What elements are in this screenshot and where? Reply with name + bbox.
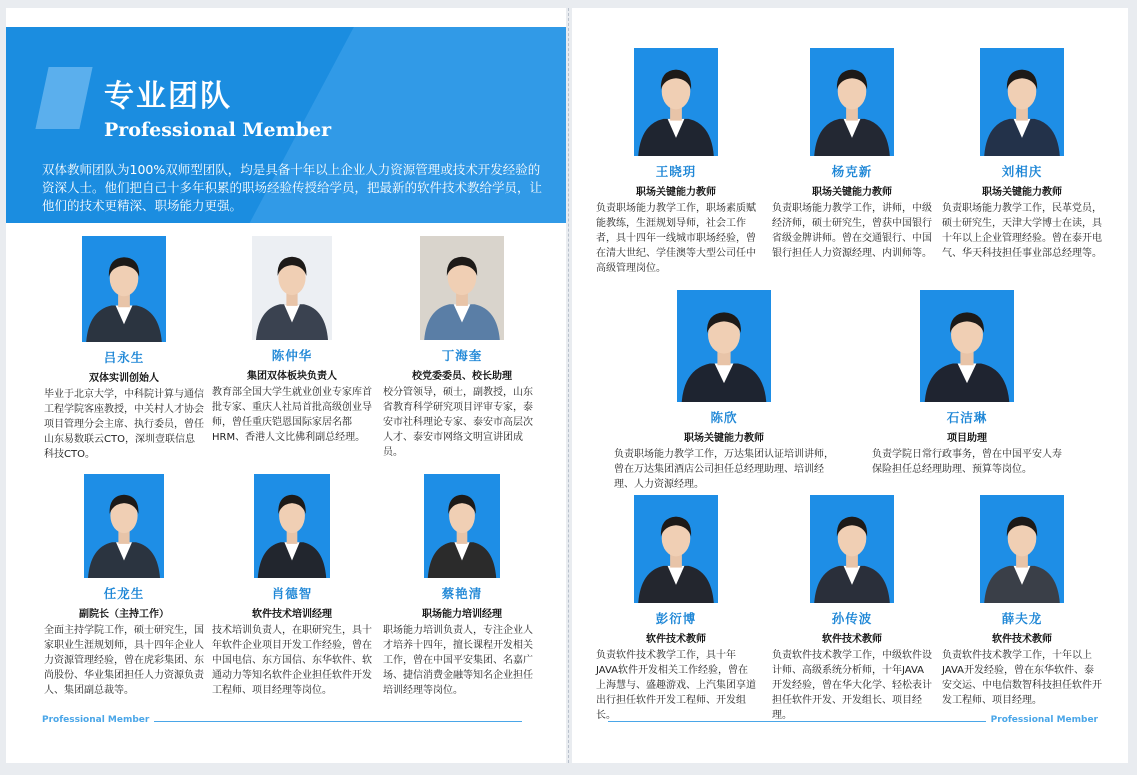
member-card [383, 236, 541, 460]
footer-label: Professional Member [990, 715, 1098, 725]
member-title: 项目助理 [947, 433, 987, 444]
member-name: 丁海奎 [441, 348, 483, 363]
member-card [44, 474, 204, 698]
member-description: 负责职场能力教学工作，万达集团认证培训讲师，曾在万达集团酒店公司担任总经理助理、培训经理、人力资源经理。 [614, 449, 834, 490]
member-title: 软件技术培训经理 [252, 609, 332, 620]
page-footer [42, 715, 522, 727]
team-description: 双体教师团队为100%双师型团队，均是具备十年以上企业人力资源管理或技术开发经验的资深人士。他们把自己十多年积累的职场经验传授给学员，把最新的软件技术教给学员，让他们的技术更精深、职场能力更强。 [42, 162, 543, 213]
member-photo [424, 474, 500, 578]
member-description: 负责学院日常行政事务，曾在中国平安人寿保险担任总经理助理、预算等岗位。 [872, 449, 1062, 475]
member-name: 杨克新 [831, 164, 873, 179]
member-card [596, 48, 756, 276]
left-page [6, 8, 566, 763]
page-title: 专业团队 [104, 79, 232, 114]
member-name: 陈欣 [710, 410, 738, 425]
member-title: 集团双体板块负责人 [247, 371, 337, 382]
member-photo [634, 495, 718, 603]
member-title: 职场能力培训经理 [422, 609, 502, 620]
member-name: 任龙生 [103, 586, 145, 601]
page-subtitle: Professional Member [104, 119, 332, 141]
member-title: 软件技术教师 [822, 634, 882, 645]
member-photo [84, 474, 164, 578]
member-description: 技术培训负责人，在职研究生，具十年软件企业项目开发工作经验，曾在中国电信、东方国信、东华软件、软通动力等知名软件企业担任软件开发工程师、项目经理等岗位。 [212, 625, 372, 696]
person-silhouette-icon [634, 495, 718, 603]
member-card [614, 290, 834, 492]
footer-line [154, 721, 522, 722]
member-description: 负责软件技术教学工作，中级软件设计师、高级系统分析师，十年JAVA开发经验，曾在华大化学、轻松表计担任软件开发、开发组长、项目经理。 [772, 650, 932, 721]
member-name: 石洁琳 [946, 410, 988, 425]
member-photo [810, 48, 894, 156]
member-name: 孙传波 [831, 611, 873, 626]
person-silhouette-icon [252, 236, 332, 340]
member-photo [252, 236, 332, 340]
person-silhouette-icon [677, 290, 771, 402]
member-title: 职场关键能力教师 [636, 187, 716, 198]
member-photo [82, 236, 166, 342]
member-name: 彭衍博 [655, 611, 697, 626]
member-description: 校分管领导，硕士，副教授，山东省教育科学研究项目评审专家，泰安市社科理论专家、泰安市高层次人才、泰安市网络文明宣讲团成员。 [383, 387, 533, 458]
member-photo [254, 474, 330, 578]
person-silhouette-icon [810, 48, 894, 156]
person-silhouette-icon [980, 48, 1064, 156]
footer-label: Professional Member [42, 715, 150, 725]
member-card [212, 236, 372, 445]
member-card [942, 495, 1102, 708]
member-description: 负责职场能力教学工作，讲师，中级经济师，硕士研究生，曾获中国银行省级金牌讲师。曾在交通银行、中国银行担任人力资源经理、内训师等。 [772, 203, 932, 259]
member-description: 毕业于北京大学，中科院计算与通信工程学院客座教授，中关村人才协会项目管理分会主席、执行委员，曾任山东易数联云CTO，深圳壹联信息科技CTO。 [44, 389, 204, 460]
member-name: 吕永生 [103, 350, 145, 365]
member-photo [810, 495, 894, 603]
member-photo [634, 48, 718, 156]
header-banner [6, 27, 566, 223]
person-silhouette-icon [920, 290, 1014, 402]
member-title: 职场关键能力教师 [982, 187, 1062, 198]
member-card [596, 495, 756, 723]
page-divider [568, 8, 569, 763]
member-photo [980, 495, 1064, 603]
member-card [942, 48, 1102, 261]
member-description: 职场能力培训负责人，专注企业人才培养十四年，擅长课程开发相关工作，曾在中国平安集团、名嘉广场、捷信消费金融等知名企业担任培训经理等岗位。 [383, 625, 533, 696]
person-silhouette-icon [634, 48, 718, 156]
member-photo [920, 290, 1014, 402]
banner-accent-shape [35, 67, 92, 129]
person-silhouette-icon [420, 236, 504, 340]
member-name: 陈仲华 [271, 348, 313, 363]
member-name: 薛夫龙 [1001, 611, 1043, 626]
member-description: 负责软件技术教学工作，十年以上JAVA开发经验，曾在东华软件、泰安交运、中电信数智科技担任软件开发工程师、项目经理。 [942, 650, 1102, 706]
member-name: 刘相庆 [1001, 164, 1043, 179]
member-title: 副院长（主持工作） [79, 609, 169, 620]
member-card [772, 495, 932, 723]
member-description: 全面主持学院工作，硕士研究生，国家职业生涯规划师，具十四年企业人力资源管理经验，曾在虎彩集团、东尚股份、华业集团担任人力资源负责人、集团副总裁等。 [44, 625, 204, 696]
member-card [383, 474, 541, 698]
person-silhouette-icon [980, 495, 1064, 603]
member-description: 负责职场能力教学工作，职场素质赋能教练，生涯规划导师，社会工作者，具十四年一线城市职场经验，曾在清大世纪、学佳澳等大型公司任中高级管理岗位。 [596, 203, 756, 274]
person-silhouette-icon [254, 474, 330, 578]
member-title: 校党委委员、校长助理 [412, 371, 512, 382]
member-name: 王晓玥 [655, 164, 697, 179]
member-card [212, 474, 372, 698]
member-description: 负责职场能力教学工作，民革党员，硕士研究生，天津大学博士在读，具十年以上企业管理经验。曾在泰开电气、华天科技担任事业部总经理等。 [942, 203, 1102, 259]
member-title: 职场关键能力教师 [684, 433, 764, 444]
member-card [44, 236, 204, 462]
member-description: 负责软件技术教学工作，具十年JAVA软件开发相关工作经验，曾在上海慧与、盛趣游戏、上汽集团享道出行担任软件开发工程师、开发组长。 [596, 650, 756, 721]
person-silhouette-icon [810, 495, 894, 603]
right-page [572, 8, 1128, 763]
member-photo [980, 48, 1064, 156]
member-photo [677, 290, 771, 402]
person-silhouette-icon [84, 474, 164, 578]
member-title: 职场关键能力教师 [812, 187, 892, 198]
person-silhouette-icon [424, 474, 500, 578]
member-name: 蔡艳清 [441, 586, 483, 601]
member-name: 肖德智 [271, 586, 313, 601]
member-card [772, 48, 932, 261]
person-silhouette-icon [82, 236, 166, 342]
member-title: 软件技术教师 [992, 634, 1052, 645]
member-title: 软件技术教师 [646, 634, 706, 645]
member-photo [420, 236, 504, 340]
footer-line [608, 721, 986, 722]
member-title: 双体实训创始人 [89, 373, 159, 384]
member-description: 教育部全国大学生就业创业专家库首批专家、重庆人社局首批高级创业导师，曾任重庆铠恩国际家居名都HRM、香港人文比佛利副总经理。 [212, 387, 372, 443]
member-card [872, 290, 1062, 477]
page-footer [608, 715, 1098, 727]
